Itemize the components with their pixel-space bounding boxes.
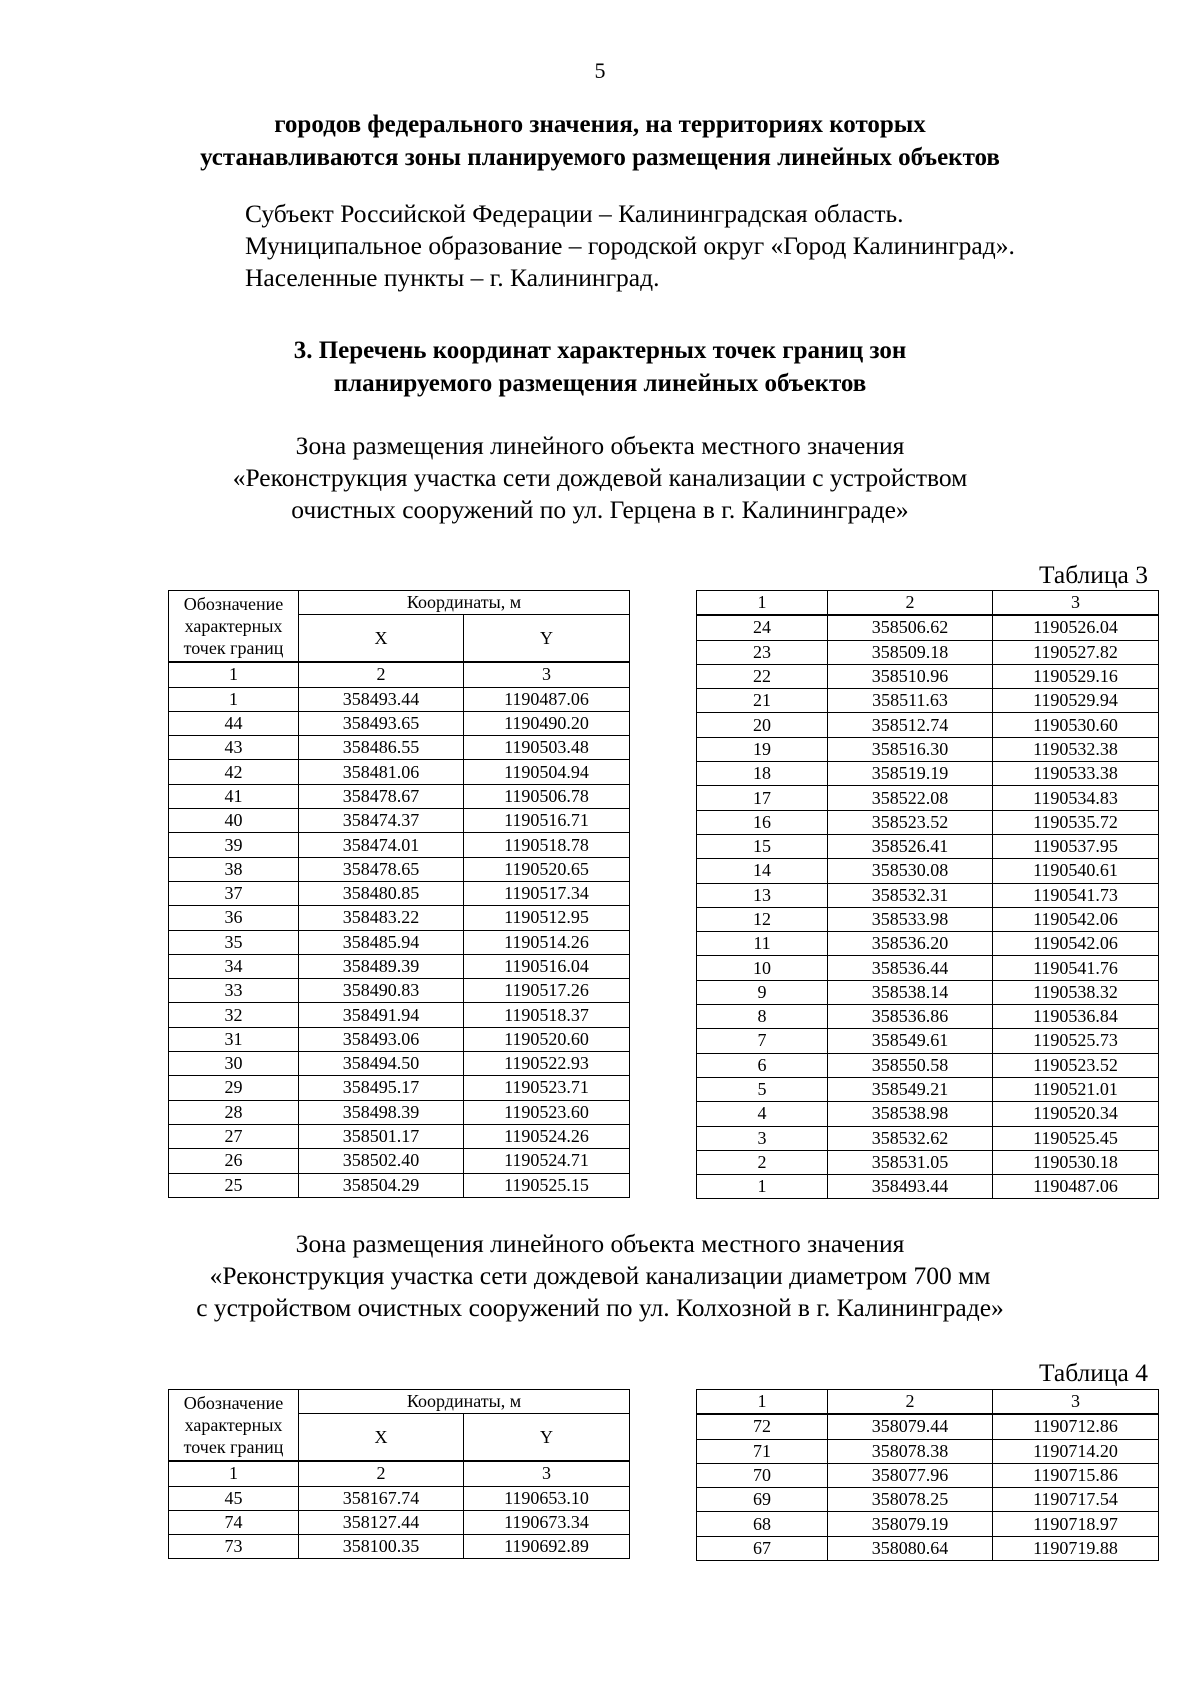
table-row xyxy=(697,1536,1159,1560)
y-coordinate-cell: 1190542.06 xyxy=(993,907,1159,931)
table-row xyxy=(697,786,1159,810)
table-row xyxy=(697,713,1159,737)
table-row xyxy=(169,1486,630,1510)
y-coordinate-cell: 1190712.86 xyxy=(993,1414,1159,1439)
point-number-cell: 34 xyxy=(169,954,299,978)
table-row xyxy=(169,930,630,954)
y-coordinate-cell: 1190521.01 xyxy=(993,1077,1159,1101)
y-coordinate-cell: 1190523.52 xyxy=(993,1053,1159,1077)
header-x: X xyxy=(299,1414,464,1462)
point-number-cell: 36 xyxy=(169,906,299,930)
table-row xyxy=(169,857,630,881)
x-coordinate-cell: 358495.17 xyxy=(299,1076,464,1100)
column-number: 2 xyxy=(299,1461,464,1486)
table-row xyxy=(697,1102,1159,1126)
y-coordinate-cell: 1190490.20 xyxy=(464,711,630,735)
x-coordinate-cell: 358474.01 xyxy=(299,833,464,857)
y-coordinate-cell: 1190532.38 xyxy=(993,737,1159,761)
point-number-cell: 67 xyxy=(697,1536,828,1560)
section-title-line: 3. Перечень координат характерных точек границ зон xyxy=(293,337,907,364)
y-coordinate-cell: 1190487.06 xyxy=(464,687,630,711)
table-row xyxy=(697,1414,1159,1439)
y-coordinate-cell: 1190529.16 xyxy=(993,664,1159,688)
table-row xyxy=(697,1175,1159,1199)
table-row xyxy=(697,932,1159,956)
point-number-cell: 41 xyxy=(169,784,299,808)
table-row xyxy=(169,881,630,905)
zone-title-line: «Реконструкция участка сети дождевой канализации диаметром 700 мм xyxy=(209,1261,991,1290)
zone-2-title xyxy=(150,1228,1050,1324)
table-row xyxy=(697,737,1159,761)
point-number-cell: 18 xyxy=(697,762,828,786)
point-number-cell: 42 xyxy=(169,760,299,784)
y-coordinate-cell: 1190525.15 xyxy=(464,1173,630,1197)
x-coordinate-cell: 358493.06 xyxy=(299,1027,464,1051)
point-number-cell: 44 xyxy=(169,711,299,735)
x-coordinate-cell: 358480.85 xyxy=(299,881,464,905)
intro-block xyxy=(245,198,1015,294)
y-coordinate-cell: 1190518.37 xyxy=(464,1003,630,1027)
point-number-cell: 39 xyxy=(169,833,299,857)
y-coordinate-cell: 1190520.65 xyxy=(464,857,630,881)
x-coordinate-cell: 358486.55 xyxy=(299,736,464,760)
y-coordinate-cell: 1190523.60 xyxy=(464,1100,630,1124)
y-coordinate-cell: 1190535.72 xyxy=(993,810,1159,834)
y-coordinate-cell: 1190715.86 xyxy=(993,1463,1159,1487)
table-4-label: Таблица 4 xyxy=(1038,1358,1148,1387)
y-coordinate-cell: 1190524.71 xyxy=(464,1149,630,1173)
point-number-cell: 17 xyxy=(697,786,828,810)
x-coordinate-cell: 358078.38 xyxy=(828,1439,993,1463)
point-number-cell: 5 xyxy=(697,1077,828,1101)
column-number: 2 xyxy=(828,591,993,616)
table-row xyxy=(697,859,1159,883)
point-number-cell: 4 xyxy=(697,1102,828,1126)
x-coordinate-cell: 358536.44 xyxy=(828,956,993,980)
y-coordinate-cell: 1190512.95 xyxy=(464,906,630,930)
x-coordinate-cell: 358512.74 xyxy=(828,713,993,737)
intro-subject: Субъект Российской Федерации – Калининградская область. xyxy=(245,199,904,228)
y-coordinate-cell: 1190653.10 xyxy=(464,1486,630,1510)
zone-title-line: «Реконструкция участка сети дождевой канализации с устройством xyxy=(232,463,968,492)
y-coordinate-cell: 1190520.34 xyxy=(993,1102,1159,1126)
point-number-cell: 70 xyxy=(697,1463,828,1487)
point-number-cell: 38 xyxy=(169,857,299,881)
x-coordinate-cell: 358506.62 xyxy=(828,615,993,640)
point-number-cell: 32 xyxy=(169,1003,299,1027)
section-3-title xyxy=(150,334,1050,400)
point-number-cell: 19 xyxy=(697,737,828,761)
column-number: 1 xyxy=(169,1461,299,1486)
table-row xyxy=(697,1463,1159,1487)
table-row xyxy=(169,1027,630,1051)
point-number-cell: 9 xyxy=(697,980,828,1004)
point-number-cell: 28 xyxy=(169,1100,299,1124)
table-row xyxy=(169,687,630,711)
column-number: 3 xyxy=(993,591,1159,616)
y-coordinate-cell: 1190517.34 xyxy=(464,881,630,905)
x-coordinate-cell: 358478.67 xyxy=(299,784,464,808)
table-row xyxy=(697,834,1159,858)
point-number-cell: 14 xyxy=(697,859,828,883)
table-row xyxy=(169,784,630,808)
point-number-cell: 30 xyxy=(169,1052,299,1076)
table-row xyxy=(169,1173,630,1197)
x-coordinate-cell: 358474.37 xyxy=(299,809,464,833)
point-number-cell: 16 xyxy=(697,810,828,834)
heading-continuation xyxy=(150,108,1050,174)
table-row xyxy=(169,809,630,833)
y-coordinate-cell: 1190717.54 xyxy=(993,1488,1159,1512)
point-number-cell: 12 xyxy=(697,907,828,931)
point-number-cell: 24 xyxy=(697,615,828,640)
table-row xyxy=(169,1149,630,1173)
x-coordinate-cell: 358127.44 xyxy=(299,1510,464,1534)
y-coordinate-cell: 1190529.94 xyxy=(993,689,1159,713)
table-row xyxy=(169,979,630,1003)
x-coordinate-cell: 358489.39 xyxy=(299,954,464,978)
y-coordinate-cell: 1190534.83 xyxy=(993,786,1159,810)
table-row xyxy=(697,1488,1159,1512)
table-row xyxy=(697,907,1159,931)
y-coordinate-cell: 1190540.61 xyxy=(993,859,1159,883)
point-number-cell: 73 xyxy=(169,1535,299,1559)
table-row xyxy=(697,1126,1159,1150)
table-row xyxy=(697,640,1159,664)
table-row xyxy=(169,760,630,784)
table-row xyxy=(169,1124,630,1148)
x-coordinate-cell: 358522.08 xyxy=(828,786,993,810)
zone-title-line: Зона размещения линейного объекта местного значения xyxy=(295,1229,905,1258)
heading-line: городов федерального значения, на территориях которых xyxy=(274,111,926,138)
point-number-cell: 68 xyxy=(697,1512,828,1536)
x-coordinate-cell: 358481.06 xyxy=(299,760,464,784)
point-number-cell: 2 xyxy=(697,1150,828,1174)
y-coordinate-cell: 1190673.34 xyxy=(464,1510,630,1534)
y-coordinate-cell: 1190516.71 xyxy=(464,809,630,833)
table-3-left xyxy=(168,590,630,1198)
point-number-cell: 33 xyxy=(169,979,299,1003)
x-coordinate-cell: 358523.52 xyxy=(828,810,993,834)
table-row xyxy=(697,762,1159,786)
y-coordinate-cell: 1190541.76 xyxy=(993,956,1159,980)
point-number-cell: 10 xyxy=(697,956,828,980)
header-designation: Обозначение характерных точек границ xyxy=(169,591,299,663)
y-coordinate-cell: 1190538.32 xyxy=(993,980,1159,1004)
x-coordinate-cell: 358538.98 xyxy=(828,1102,993,1126)
point-number-cell: 29 xyxy=(169,1076,299,1100)
column-number: 3 xyxy=(464,1461,630,1486)
y-coordinate-cell: 1190714.20 xyxy=(993,1439,1159,1463)
x-coordinate-cell: 358510.96 xyxy=(828,664,993,688)
section-title-line: планируемого размещения линейных объектов xyxy=(333,370,867,397)
x-coordinate-cell: 358493.44 xyxy=(828,1175,993,1199)
point-number-cell: 71 xyxy=(697,1439,828,1463)
table-row xyxy=(169,1535,630,1559)
point-number-cell: 23 xyxy=(697,640,828,664)
point-number-cell: 40 xyxy=(169,809,299,833)
y-coordinate-cell: 1190503.48 xyxy=(464,736,630,760)
y-coordinate-cell: 1190518.78 xyxy=(464,833,630,857)
table-row xyxy=(169,1076,630,1100)
x-coordinate-cell: 358078.25 xyxy=(828,1488,993,1512)
header-coordinates: Координаты, м xyxy=(299,591,630,615)
y-coordinate-cell: 1190525.45 xyxy=(993,1126,1159,1150)
table-row xyxy=(169,1003,630,1027)
y-coordinate-cell: 1190504.94 xyxy=(464,760,630,784)
y-coordinate-cell: 1190719.88 xyxy=(993,1536,1159,1560)
table-4-left xyxy=(168,1389,630,1559)
column-number: 1 xyxy=(169,662,299,687)
table-row xyxy=(169,1052,630,1076)
table-row xyxy=(697,689,1159,713)
x-coordinate-cell: 358504.29 xyxy=(299,1173,464,1197)
point-number-cell: 1 xyxy=(697,1175,828,1199)
zone-1-title xyxy=(150,430,1050,526)
header-y: Y xyxy=(464,1414,630,1462)
x-coordinate-cell: 358493.65 xyxy=(299,711,464,735)
x-coordinate-cell: 358509.18 xyxy=(828,640,993,664)
x-coordinate-cell: 358080.64 xyxy=(828,1536,993,1560)
x-coordinate-cell: 358549.21 xyxy=(828,1077,993,1101)
table-row xyxy=(697,956,1159,980)
x-coordinate-cell: 358519.19 xyxy=(828,762,993,786)
point-number-cell: 74 xyxy=(169,1510,299,1534)
table-row xyxy=(697,664,1159,688)
heading-line: устанавливаются зоны планируемого размещения линейных объектов xyxy=(200,144,1000,171)
y-coordinate-cell: 1190516.04 xyxy=(464,954,630,978)
x-coordinate-cell: 358079.19 xyxy=(828,1512,993,1536)
x-coordinate-cell: 358538.14 xyxy=(828,980,993,1004)
y-coordinate-cell: 1190525.73 xyxy=(993,1029,1159,1053)
table-row xyxy=(697,1439,1159,1463)
table-4-right xyxy=(696,1389,1159,1561)
x-coordinate-cell: 358100.35 xyxy=(299,1535,464,1559)
intro-municipality: Муниципальное образование – городской округ «Город Калининград». xyxy=(245,231,1015,260)
table-3-right xyxy=(696,590,1159,1199)
y-coordinate-cell: 1190692.89 xyxy=(464,1535,630,1559)
page-number: 5 xyxy=(594,58,606,83)
y-coordinate-cell: 1190522.93 xyxy=(464,1052,630,1076)
x-coordinate-cell: 358530.08 xyxy=(828,859,993,883)
point-number-cell: 27 xyxy=(169,1124,299,1148)
x-coordinate-cell: 358536.20 xyxy=(828,932,993,956)
column-number: 2 xyxy=(828,1390,993,1415)
column-number: 3 xyxy=(464,662,630,687)
header-coordinates: Координаты, м xyxy=(299,1390,630,1414)
column-number: 3 xyxy=(993,1390,1159,1415)
table-row xyxy=(169,906,630,930)
point-number-cell: 13 xyxy=(697,883,828,907)
x-coordinate-cell: 358501.17 xyxy=(299,1124,464,1148)
x-coordinate-cell: 358526.41 xyxy=(828,834,993,858)
y-coordinate-cell: 1190526.04 xyxy=(993,615,1159,640)
table-row xyxy=(697,1053,1159,1077)
point-number-cell: 45 xyxy=(169,1486,299,1510)
y-coordinate-cell: 1190536.84 xyxy=(993,1005,1159,1029)
y-coordinate-cell: 1190542.06 xyxy=(993,932,1159,956)
table-row xyxy=(169,1510,630,1534)
point-number-cell: 72 xyxy=(697,1414,828,1439)
table-row xyxy=(169,736,630,760)
x-coordinate-cell: 358532.31 xyxy=(828,883,993,907)
y-coordinate-cell: 1190530.18 xyxy=(993,1150,1159,1174)
x-coordinate-cell: 358550.58 xyxy=(828,1053,993,1077)
y-coordinate-cell: 1190517.26 xyxy=(464,979,630,1003)
point-number-cell: 11 xyxy=(697,932,828,956)
x-coordinate-cell: 358493.44 xyxy=(299,687,464,711)
x-coordinate-cell: 358491.94 xyxy=(299,1003,464,1027)
point-number-cell: 43 xyxy=(169,736,299,760)
point-number-cell: 3 xyxy=(697,1126,828,1150)
y-coordinate-cell: 1190530.60 xyxy=(993,713,1159,737)
x-coordinate-cell: 358167.74 xyxy=(299,1486,464,1510)
table-row xyxy=(697,1512,1159,1536)
x-coordinate-cell: 358490.83 xyxy=(299,979,464,1003)
table-row xyxy=(169,1100,630,1124)
zone-title-line: Зона размещения линейного объекта местного значения xyxy=(295,431,905,460)
y-coordinate-cell: 1190487.06 xyxy=(993,1175,1159,1199)
x-coordinate-cell: 358516.30 xyxy=(828,737,993,761)
x-coordinate-cell: 358483.22 xyxy=(299,906,464,930)
table-row xyxy=(169,711,630,735)
table-row xyxy=(697,615,1159,640)
header-y: Y xyxy=(464,615,630,663)
point-number-cell: 35 xyxy=(169,930,299,954)
point-number-cell: 21 xyxy=(697,689,828,713)
y-coordinate-cell: 1190718.97 xyxy=(993,1512,1159,1536)
header-x: X xyxy=(299,615,464,663)
table-3-label: Таблица 3 xyxy=(1038,560,1148,589)
y-coordinate-cell: 1190541.73 xyxy=(993,883,1159,907)
point-number-cell: 1 xyxy=(169,687,299,711)
x-coordinate-cell: 358549.61 xyxy=(828,1029,993,1053)
point-number-cell: 8 xyxy=(697,1005,828,1029)
column-number: 2 xyxy=(299,662,464,687)
y-coordinate-cell: 1190514.26 xyxy=(464,930,630,954)
point-number-cell: 15 xyxy=(697,834,828,858)
x-coordinate-cell: 358532.62 xyxy=(828,1126,993,1150)
y-coordinate-cell: 1190523.71 xyxy=(464,1076,630,1100)
x-coordinate-cell: 358498.39 xyxy=(299,1100,464,1124)
zone-title-line: с устройством очистных сооружений по ул. Колхозной в г. Калининграде» xyxy=(196,1293,1004,1322)
table-row xyxy=(697,883,1159,907)
table-row xyxy=(697,980,1159,1004)
table-row xyxy=(697,810,1159,834)
point-number-cell: 22 xyxy=(697,664,828,688)
point-number-cell: 26 xyxy=(169,1149,299,1173)
table-row xyxy=(169,954,630,978)
header-designation: Обозначение характерных точек границ xyxy=(169,1390,299,1462)
point-number-cell: 37 xyxy=(169,881,299,905)
x-coordinate-cell: 358511.63 xyxy=(828,689,993,713)
column-number: 1 xyxy=(697,591,828,616)
table-row xyxy=(697,1029,1159,1053)
x-coordinate-cell: 358079.44 xyxy=(828,1414,993,1439)
column-number: 1 xyxy=(697,1390,828,1415)
table-row xyxy=(697,1005,1159,1029)
x-coordinate-cell: 358478.65 xyxy=(299,857,464,881)
y-coordinate-cell: 1190533.38 xyxy=(993,762,1159,786)
intro-settlements: Населенные пункты – г. Калининград. xyxy=(245,263,660,292)
point-number-cell: 6 xyxy=(697,1053,828,1077)
point-number-cell: 69 xyxy=(697,1488,828,1512)
y-coordinate-cell: 1190520.60 xyxy=(464,1027,630,1051)
point-number-cell: 20 xyxy=(697,713,828,737)
y-coordinate-cell: 1190537.95 xyxy=(993,834,1159,858)
table-row xyxy=(169,833,630,857)
x-coordinate-cell: 358533.98 xyxy=(828,907,993,931)
x-coordinate-cell: 358077.96 xyxy=(828,1463,993,1487)
zone-title-line: очистных сооружений по ул. Герцена в г. Калининграде» xyxy=(291,495,909,524)
x-coordinate-cell: 358531.05 xyxy=(828,1150,993,1174)
x-coordinate-cell: 358485.94 xyxy=(299,930,464,954)
y-coordinate-cell: 1190527.82 xyxy=(993,640,1159,664)
x-coordinate-cell: 358536.86 xyxy=(828,1005,993,1029)
y-coordinate-cell: 1190506.78 xyxy=(464,784,630,808)
point-number-cell: 25 xyxy=(169,1173,299,1197)
table-row xyxy=(697,1150,1159,1174)
table-row xyxy=(697,1077,1159,1101)
point-number-cell: 31 xyxy=(169,1027,299,1051)
point-number-cell: 7 xyxy=(697,1029,828,1053)
x-coordinate-cell: 358494.50 xyxy=(299,1052,464,1076)
x-coordinate-cell: 358502.40 xyxy=(299,1149,464,1173)
y-coordinate-cell: 1190524.26 xyxy=(464,1124,630,1148)
